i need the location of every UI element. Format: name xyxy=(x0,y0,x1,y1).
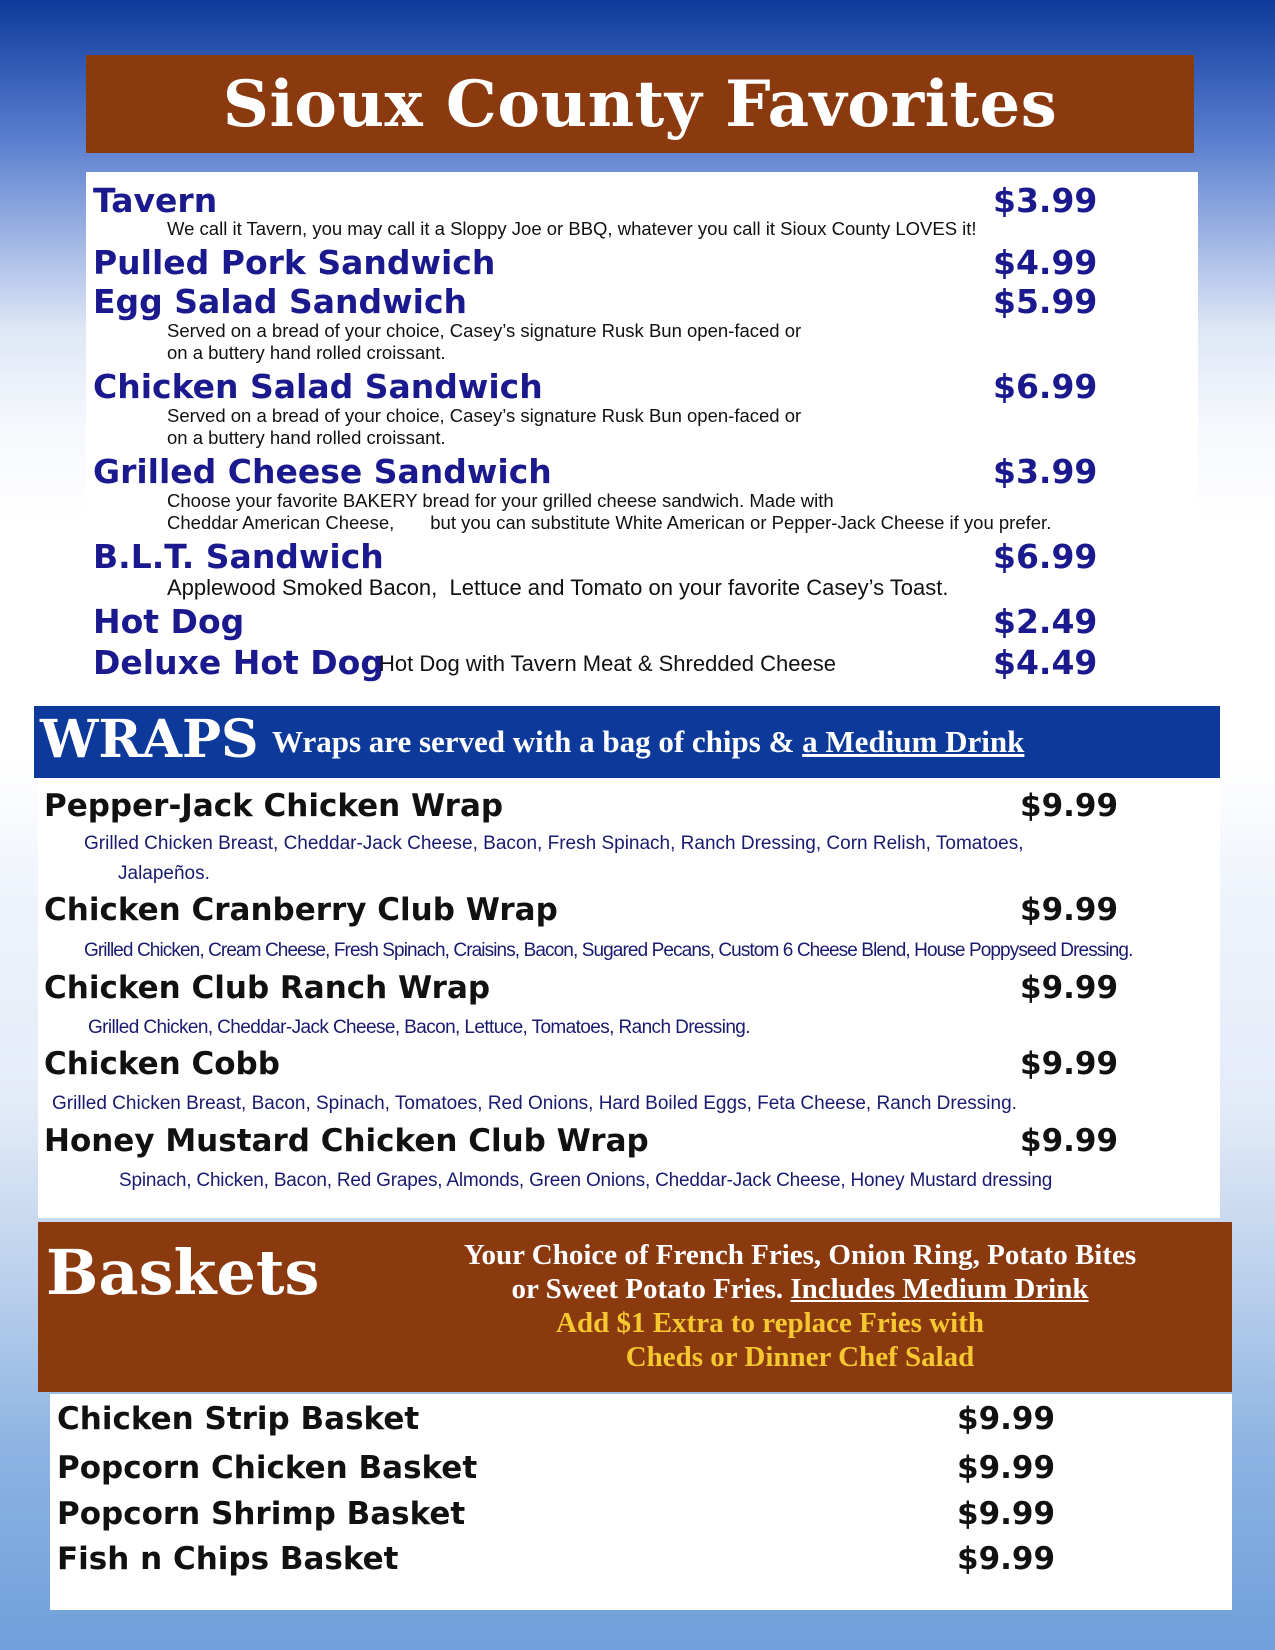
wrap-item-name: Chicken Club Ranch Wrap xyxy=(44,970,491,1006)
wrap-item-name: Chicken Cobb xyxy=(44,1046,280,1082)
menu-item-description: Applewood Smoked Bacon, Lettuce and Tomato on your favorite Casey’s Toast. xyxy=(167,575,949,600)
page-title: Sioux County Favorites xyxy=(222,66,1058,142)
menu-item-name: Grilled Cheese Sandwich xyxy=(93,452,552,491)
wrap-item-description: Grilled Chicken Breast, Bacon, Spinach, Tomatoes, Red Onions, Hard Boiled Eggs, Feta Cheese, Ranch Dressing. xyxy=(52,1093,1017,1114)
menu-item-description: Choose your favorite BAKERY bread for your grilled cheese sandwich. Made with xyxy=(167,490,834,511)
menu-item-description: Hot Dog with Tavern Meat & Shredded Cheese xyxy=(379,651,836,676)
menu-item-price: $4.99 xyxy=(993,243,1098,282)
wraps-subtitle-drink: a Medium Drink xyxy=(802,724,1025,759)
menu-item-price: $4.49 xyxy=(993,643,1098,682)
basket-item-name: Popcorn Chicken Basket xyxy=(57,1450,478,1486)
menu-item-price: $6.99 xyxy=(993,537,1098,576)
baskets-drink-text: Includes Medium Drink xyxy=(790,1273,1089,1305)
menu-item-price: $3.99 xyxy=(993,452,1098,491)
menu-item-name: Tavern xyxy=(93,181,218,220)
basket-item-name: Fish n Chips Basket xyxy=(57,1541,399,1577)
wraps-subtitle xyxy=(272,726,1024,757)
menu-item-price: $6.99 xyxy=(993,367,1098,406)
baskets-choice-line: Your Choice of French Fries, Onion Ring, Potato Bites xyxy=(463,1239,1137,1271)
baskets-extra-line: Cheds or Dinner Chef Salad xyxy=(625,1341,975,1373)
wrap-item-price: $9.99 xyxy=(1020,970,1119,1006)
wrap-item-price: $9.99 xyxy=(1020,788,1119,824)
menu-item-description: Cheddar American Cheese, but you can substitute White American or Pepper-Jack Cheese if you prefer. xyxy=(167,512,1052,533)
title-banner xyxy=(86,55,1194,153)
wrap-item-name: Honey Mustard Chicken Club Wrap xyxy=(44,1123,649,1159)
menu-item-name: Egg Salad Sandwich xyxy=(93,282,468,321)
menu-item-name: Deluxe Hot Dog xyxy=(93,643,384,682)
baskets-choice-text: or Sweet Potato Fries. xyxy=(511,1273,791,1305)
section-title-baskets: Baskets xyxy=(46,1236,320,1309)
menu-item-name: B.L.T. Sandwich xyxy=(93,537,384,576)
basket-item-name: Popcorn Shrimp Basket xyxy=(57,1496,466,1532)
baskets-choice-line xyxy=(370,1272,1230,1306)
menu-item-description: on a buttery hand rolled croissant. xyxy=(167,342,446,363)
section-title-wraps: WRAPS xyxy=(40,709,259,770)
menu-item-description: Served on a bread of your choice, Casey’s signature Rusk Bun open-faced or xyxy=(167,405,802,426)
wrap-item-name: Pepper-Jack Chicken Wrap xyxy=(44,788,504,824)
basket-item-name: Chicken Strip Basket xyxy=(57,1401,420,1437)
menu-item-price: $2.49 xyxy=(993,602,1098,641)
wrap-item-price: $9.99 xyxy=(1020,1123,1119,1159)
basket-item-price: $9.99 xyxy=(957,1401,1056,1437)
basket-item-price: $9.99 xyxy=(957,1541,1056,1577)
menu-item-name: Chicken Salad Sandwich xyxy=(93,367,543,406)
wrap-item-price: $9.99 xyxy=(1020,1046,1119,1082)
wrap-item-description: Grilled Chicken Breast, Cheddar-Jack Cheese, Bacon, Fresh Spinach, Ranch Dressing, Corn Relish, Tomatoes, xyxy=(84,833,1024,854)
basket-item-price: $9.99 xyxy=(957,1496,1056,1532)
wrap-item-description: Grilled Chicken, Cheddar-Jack Cheese, Bacon, Lettuce, Tomatoes, Ranch Dressing. xyxy=(88,1017,750,1038)
menu-item-price: $3.99 xyxy=(993,181,1098,220)
wrap-item-name: Chicken Cranberry Club Wrap xyxy=(44,892,558,928)
baskets-extra-line: Add $1 Extra to replace Fries with xyxy=(556,1307,984,1339)
wraps-subtitle-text: Wraps are served with a bag of chips & xyxy=(272,724,803,759)
menu-item-description: Served on a bread of your choice, Casey’s signature Rusk Bun open-faced or xyxy=(167,320,802,341)
basket-item-price: $9.99 xyxy=(957,1450,1056,1486)
wrap-item-description: Grilled Chicken, Cream Cheese, Fresh Spinach, Craisins, Bacon, Sugared Pecans, Custom 6 Cheese Blend, House Poppyseed Dressing. xyxy=(84,940,1133,961)
wrap-item-description: Spinach, Chicken, Bacon, Red Grapes, Almonds, Green Onions, Cheddar-Jack Cheese, Honey Mustard dressing xyxy=(119,1170,1053,1191)
menu-item-description: on a buttery hand rolled croissant. xyxy=(167,427,446,448)
menu-item-name: Pulled Pork Sandwich xyxy=(93,243,496,282)
menu-item-price: $5.99 xyxy=(993,282,1098,321)
wrap-item-description: Jalapeños. xyxy=(118,863,210,884)
menu-item-description: We call it Tavern, you may call it a Sloppy Joe or BBQ, whatever you call it Sioux County LOVES it! xyxy=(167,218,977,239)
menu-item-name: Hot Dog xyxy=(93,602,245,641)
wrap-item-price: $9.99 xyxy=(1020,892,1119,928)
